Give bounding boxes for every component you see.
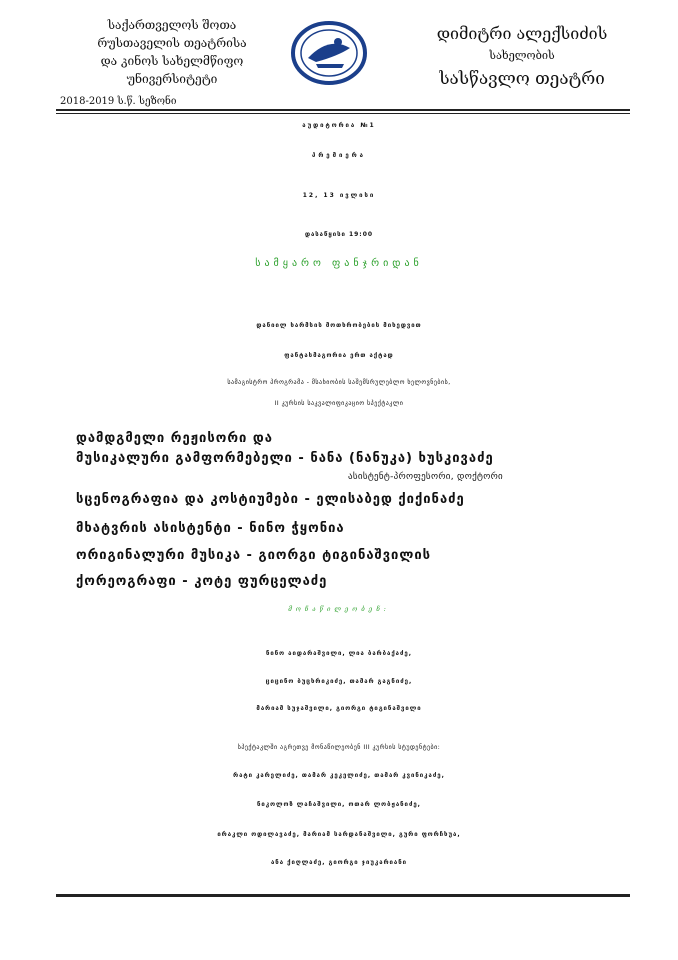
credit-assistant: მხატვრის ასისტენტი - ნინო ჭყონია	[76, 521, 345, 536]
cast-line: მარიამ სუჯაშვილი, გიორგი ტიგინაშვილი	[256, 705, 422, 712]
event-dates: 12, 13 ივლისი	[302, 192, 376, 199]
credit-director-note: ასისტენტ-პროფესორი, დოქტორი	[348, 472, 503, 482]
student-line: ანა ქიღლაძე, გიორგი ჯიუკარიანი	[270, 859, 408, 866]
cast-heading: მონაწილეობენ:	[288, 606, 390, 613]
start-time: დასაწყისი 19:00	[304, 231, 374, 238]
header-divider	[56, 109, 630, 111]
cast-line: ნინო აიდარაშვილი, ლია ბარბაქაძე,	[265, 650, 413, 657]
student-line: რატი კარელიძე, თამარ კეკელიძე, თამარ კვინიკაძე,	[233, 772, 445, 779]
credit-choreography: ქორეოგრაფი - კოტე ფურცელაძე	[76, 574, 328, 589]
theatre-name	[402, 20, 642, 94]
credit-director-title: დამდგმელი რეჟისორი და	[76, 431, 273, 446]
footer-divider	[56, 894, 630, 897]
season-label: 2018-2019 ს.წ. სეზონი	[60, 96, 177, 107]
student-line: ნიკოლოზ ლაჩაშვილი, ოთარ ლობჟანიძე,	[257, 801, 421, 808]
university-logo-icon	[286, 18, 372, 88]
credit-music: ორიგინალური მუსიკა - გიორგი ტიგინაშვილის	[76, 548, 432, 563]
genre: ფანტასმაგორია ერთ აქტად	[284, 352, 394, 359]
premiere-heading: პრემიერა	[312, 152, 366, 159]
university-name	[58, 16, 286, 88]
university-name-line: საქართველოს შოთა	[107, 18, 237, 32]
credit-director: მუსიკალური გამფორმებელი - ნანა (ნანუკა) ხუსკივაძე	[76, 451, 494, 466]
program-line: სამაგისტრო პროგრამა - მსახიობის საშემსრულებლო ხელოვნების,	[227, 379, 451, 386]
student-line: ირაკლი ოდილავაძე, მარიამ სარდანაშვილი, გური ფორჩხუა,	[217, 831, 461, 838]
theatre-name-line: სახელობის	[489, 49, 555, 62]
university-name-line: და კინოს სახელმწიფო	[100, 54, 244, 68]
auditorium-label: აუდიტორია №1	[302, 122, 376, 129]
program-line: II კურსის საკვალიფიკაციო სპექტაკლი	[274, 400, 404, 407]
credit-scenography: სცენოგრაფია და კოსტიუმები - ელისაბედ ქიქინაძე	[76, 492, 465, 507]
based-on: დანიილ ხარმსის მოთხრობების მიხედვით	[256, 322, 422, 329]
cast-line: ციცინო ბუცხრიკიძე, თამარ გაგნიძე,	[265, 678, 413, 685]
header-divider-thin	[56, 113, 630, 114]
play-title: სამყარო ფანჯრიდან	[255, 258, 423, 269]
university-name-line: უნივერსიტეტი	[126, 72, 218, 86]
theatre-name-line: დიმიტრი ალექსიძის	[436, 24, 608, 43]
theatre-name-line: სასწავლო თეატრი	[439, 69, 605, 89]
students-heading: სპექტაკლში აგრეთვე მონაწილეობენ III კურსის სტუდენტები:	[237, 744, 441, 751]
university-name-line: რუსთაველის თეატრისა	[97, 36, 247, 50]
